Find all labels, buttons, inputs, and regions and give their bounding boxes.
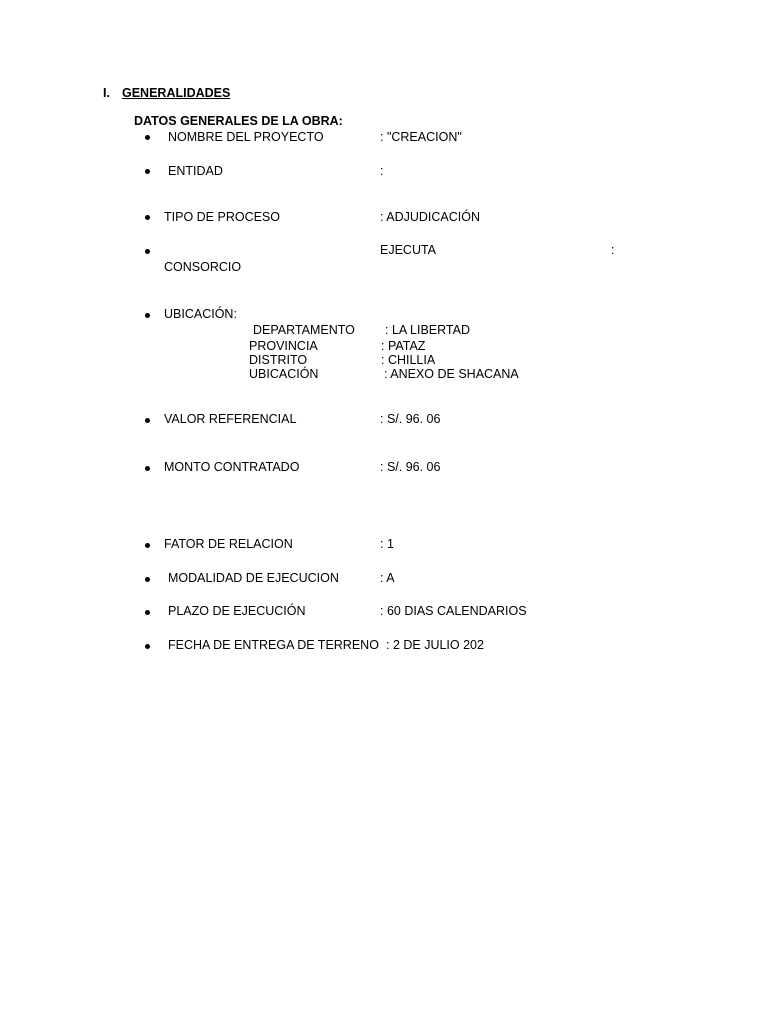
ubicacion-detail-label: UBICACIÓN [249,367,319,381]
tipo-proceso-label: TIPO DE PROCESO [164,210,280,224]
bullet-icon [145,169,150,174]
bullet-icon [145,577,150,582]
ejecuta-label: EJECUTA [380,243,437,257]
provincia-value: : PATAZ [381,339,426,353]
modalidad-value: : A [380,571,395,585]
fecha-entrega-label: FECHA DE ENTREGA DE TERRENO [168,638,379,652]
bullet-icon [145,644,150,649]
bullet-icon [145,466,150,471]
plazo-label: PLAZO DE EJECUCIÓN [168,604,306,618]
valor-referencial-value: : S/. 96. 06 [380,412,441,426]
factor-relacion-label: FATOR DE RELACION [164,537,293,551]
departamento-label: DEPARTAMENTO [253,323,355,337]
departamento-value: : LA LIBERTAD [385,323,470,337]
bullet-icon [145,313,150,318]
bullet-icon [145,610,150,615]
ejecuta-value: CONSORCIO [164,260,242,274]
bullet-icon [145,215,150,220]
nombre-proyecto-value: : "CREACION" [380,130,462,144]
provincia-label: PROVINCIA [249,339,318,353]
monto-contratado-value: : S/. 96. 06 [380,460,441,474]
entidad-value: : [380,164,384,178]
plazo-value: : 60 DIAS CALENDARIOS [380,604,527,618]
section-title: GENERALIDADES [122,86,231,100]
modalidad-label: MODALIDAD DE EJECUCION [168,571,339,585]
distrito-label: DISTRITO [249,353,308,367]
distrito-value: : CHILLIA [381,353,436,367]
section-number: I. [103,86,110,100]
subsection-title: DATOS GENERALES DE LA OBRA: [134,114,343,128]
nombre-proyecto-label: NOMBRE DEL PROYECTO [168,130,324,144]
bullet-icon [145,418,150,423]
tipo-proceso-value: : ADJUDICACIÓN [380,210,481,224]
valor-referencial-label: VALOR REFERENCIAL [164,412,297,426]
fecha-entrega-value: : 2 DE JULIO 202 [386,638,484,652]
factor-relacion-value: : 1 [380,537,394,551]
entidad-label: ENTIDAD [168,164,223,178]
bullet-icon [145,249,150,254]
bullet-icon [145,543,150,548]
ejecuta-colon: : [611,243,615,257]
ubicacion-label: UBICACIÓN: [164,307,237,321]
ubicacion-detail-value: : ANEXO DE SHACANA [384,367,519,381]
monto-contratado-label: MONTO CONTRATADO [164,460,300,474]
bullet-icon [145,135,150,140]
